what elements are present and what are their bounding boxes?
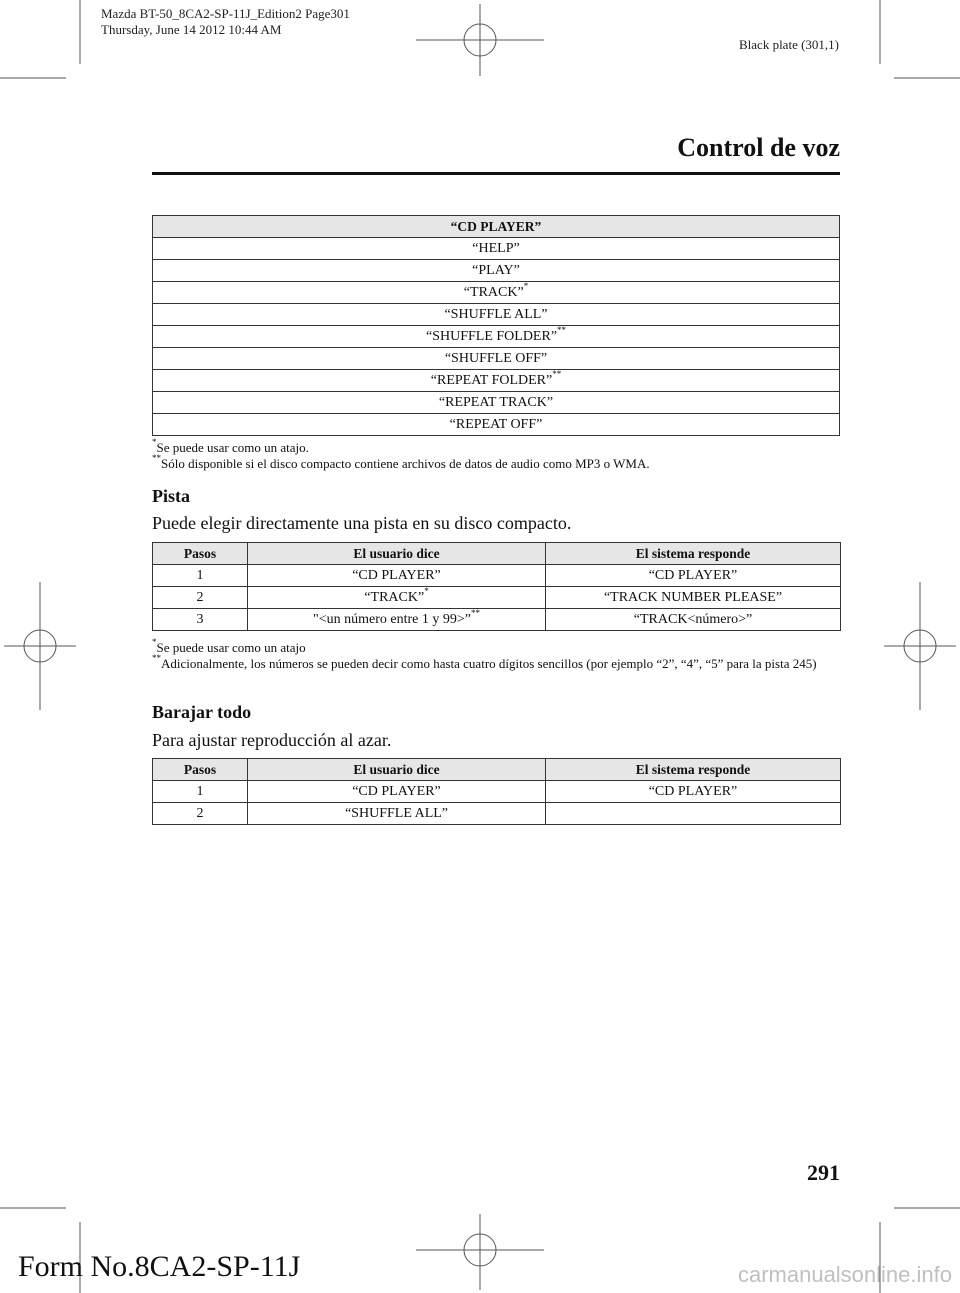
pista-col-system: El sistema responde <box>546 543 841 565</box>
pista-col-user: El usuario dice <box>248 543 546 565</box>
command-cell: “REPEAT FOLDER”** <box>153 370 840 392</box>
title-rule <box>152 172 840 175</box>
pista-table-row <box>153 609 841 631</box>
pista-footnote-1: *Se puede usar como un atajo <box>152 637 306 655</box>
step-cell: 3 <box>153 609 248 631</box>
pista-footnote-2: **Adicionalmente, los números se pueden decir como hasta cuatro dígitos sencillos (por ejemplo “2”, “4”, “5” para la pista 245) <box>152 653 817 671</box>
cd-player-commands-table <box>152 215 840 436</box>
commands-table-row <box>153 282 840 304</box>
print-header-line2: Thursday, June 14 2012 10:44 AM <box>101 22 282 37</box>
section-title: Control de voz <box>677 133 840 162</box>
commands-footnote-1: *Se puede usar como un atajo. <box>152 437 309 455</box>
command-cell: “REPEAT OFF” <box>153 414 840 436</box>
command-cell: “SHUFFLE ALL” <box>153 304 840 326</box>
system-responds-cell <box>546 803 841 825</box>
pista-heading: Pista <box>152 486 190 506</box>
step-cell: 1 <box>153 565 248 587</box>
barajar-description: Para ajustar reproducción al azar. <box>152 730 392 750</box>
commands-table-row <box>153 260 840 282</box>
page-number: 291 <box>807 1160 840 1185</box>
pista-table-row <box>153 587 841 609</box>
system-responds-cell: “CD PLAYER” <box>546 781 841 803</box>
pista-col-steps: Pasos <box>153 543 248 565</box>
barajar-heading: Barajar todo <box>152 702 252 722</box>
step-cell: 2 <box>153 587 248 609</box>
commands-table-row <box>153 392 840 414</box>
commands-table-row <box>153 370 840 392</box>
user-says-cell: “CD PLAYER” <box>248 781 546 803</box>
commands-table-row <box>153 414 840 436</box>
barajar-col-steps: Pasos <box>153 759 248 781</box>
command-cell: “HELP” <box>153 238 840 260</box>
command-cell: “TRACK”* <box>153 282 840 304</box>
user-says-cell: “TRACK”* <box>248 587 546 609</box>
command-cell: “SHUFFLE OFF” <box>153 348 840 370</box>
watermark: carmanualsonline.info <box>737 1262 952 1287</box>
print-plate-label: Black plate (301,1) <box>739 37 839 52</box>
pista-description: Puede elegir directamente una pista en su disco compacto. <box>152 513 572 533</box>
print-header-line1: Mazda BT-50_8CA2-SP-11J_Edition2 Page301 <box>101 6 350 21</box>
commands-footnote-2: **Sólo disponible si el disco compacto contiene archivos de datos de audio como MP3 o WMA. <box>152 453 650 471</box>
form-number: Form No.8CA2-SP-11J <box>18 1250 301 1283</box>
barajar-table-row <box>153 781 841 803</box>
commands-table-header: “CD PLAYER” <box>153 216 840 238</box>
user-says-cell: "<un número entre 1 y 99>”** <box>248 609 546 631</box>
user-says-cell: “SHUFFLE ALL” <box>248 803 546 825</box>
system-responds-cell: “CD PLAYER” <box>546 565 841 587</box>
system-responds-cell: “TRACK<número>” <box>546 609 841 631</box>
commands-table-row <box>153 326 840 348</box>
commands-table-row <box>153 348 840 370</box>
barajar-steps-table <box>152 758 841 825</box>
command-cell: “PLAY” <box>153 260 840 282</box>
barajar-table-row <box>153 803 841 825</box>
system-responds-cell: “TRACK NUMBER PLEASE” <box>546 587 841 609</box>
barajar-col-user: El usuario dice <box>248 759 546 781</box>
commands-table-row <box>153 238 840 260</box>
pista-steps-table <box>152 542 841 631</box>
command-cell: “SHUFFLE FOLDER”** <box>153 326 840 348</box>
step-cell: 2 <box>153 803 248 825</box>
command-cell: “REPEAT TRACK” <box>153 392 840 414</box>
pista-table-row <box>153 565 841 587</box>
step-cell: 1 <box>153 781 248 803</box>
commands-table-row <box>153 304 840 326</box>
barajar-col-system: El sistema responde <box>546 759 841 781</box>
user-says-cell: “CD PLAYER” <box>248 565 546 587</box>
